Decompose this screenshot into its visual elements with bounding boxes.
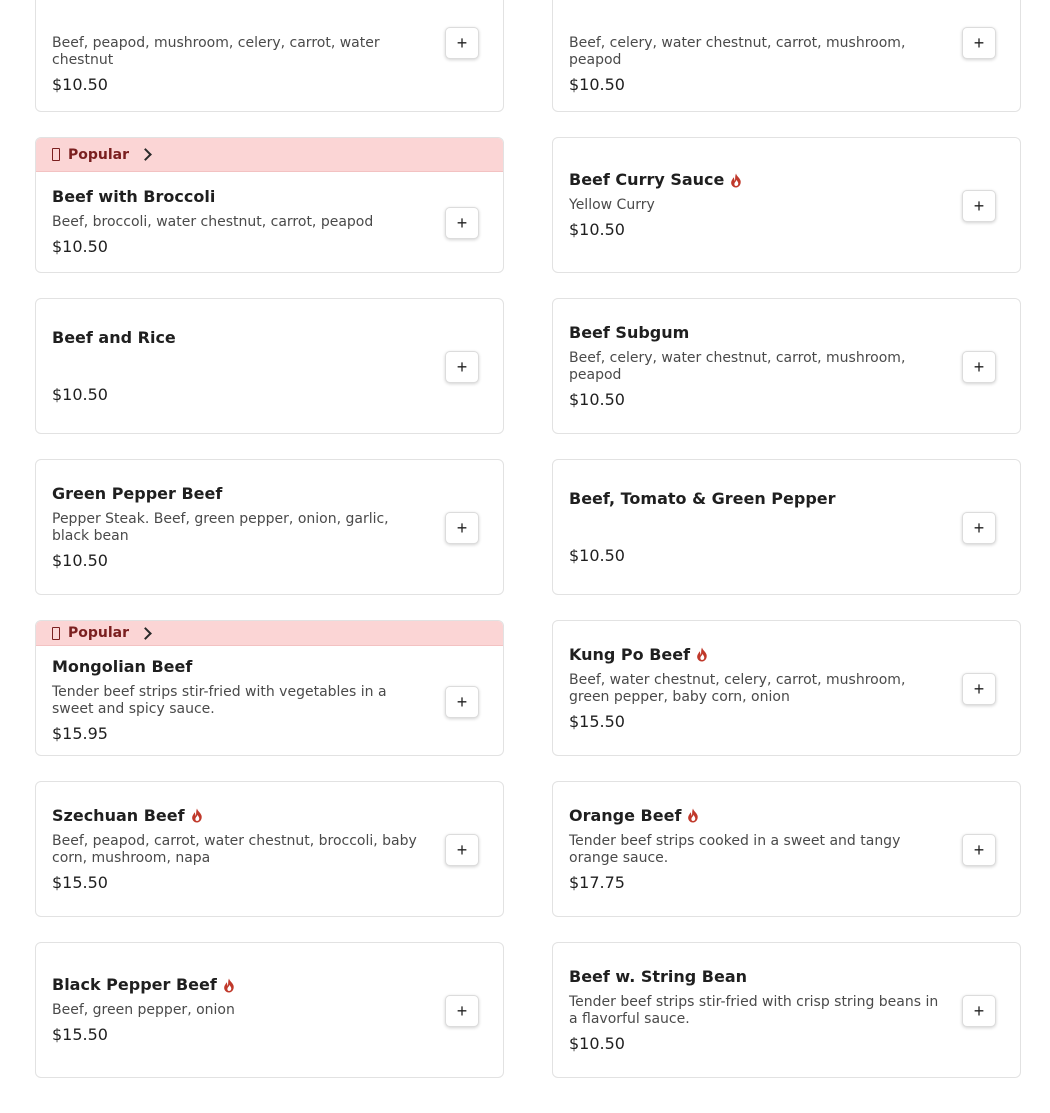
- menu-item-description: Beef, water chestnut, celery, carrot, mushroom, green pepper, baby corn, onion: [569, 671, 906, 705]
- menu-item-body: [36, 299, 503, 433]
- menu-item-title: Beef Curry Sauce: [569, 170, 725, 189]
- menu-item-description: Tender beef strips stir-fried with vegetables in a sweet and spicy sauce.: [52, 684, 387, 717]
- add-item-button[interactable]: +: [962, 834, 996, 866]
- menu-item-title: Kung Po Beef: [569, 644, 691, 664]
- add-item-button[interactable]: +: [445, 207, 479, 239]
- menu-item-title: Green Pepper Beef: [52, 483, 223, 503]
- menu-item-body: [553, 138, 1020, 272]
- flame-icon: [730, 173, 742, 188]
- menu-item-description: Beef, green pepper, onion: [52, 1002, 235, 1018]
- popular-label: Popular: [68, 146, 130, 163]
- flame-icon: [223, 978, 235, 993]
- add-item-button[interactable]: +: [445, 27, 479, 59]
- menu-item-name: [569, 489, 940, 509]
- menu-item-body: [553, 460, 1020, 594]
- menu-item-description: Beef, celery, water chestnut, carrot, mushroom, peapod: [569, 35, 906, 68]
- menu-item-name: [52, 806, 423, 826]
- menu-item-card[interactable]: [552, 620, 1021, 756]
- popular-label: Popular: [68, 625, 130, 641]
- menu-item-body: [553, 0, 1020, 111]
- popular-banner[interactable]: [36, 621, 503, 646]
- menu-item-card[interactable]: [35, 298, 504, 434]
- menu-item-body: [553, 943, 1020, 1077]
- menu-item-price: $10.50: [52, 75, 108, 94]
- chevron-right-icon: [139, 627, 152, 640]
- menu-item-description: [52, 355, 423, 379]
- add-item-button[interactable]: +: [962, 995, 996, 1027]
- flame-icon: [696, 647, 708, 662]
- menu-item-title: Beef with Broccoli: [52, 187, 216, 206]
- menu-item-card[interactable]: [35, 459, 504, 595]
- menu-item-card[interactable]: [552, 781, 1021, 917]
- menu-item-description: Beef, peapod, carrot, water chestnut, broccoli, baby corn, mushroom, napa: [52, 832, 417, 866]
- menu-item-description: Yellow Curry: [569, 197, 655, 213]
- menu-item-card[interactable]: [552, 942, 1021, 1078]
- menu-item-name: [569, 967, 940, 987]
- add-item-button[interactable]: +: [962, 512, 996, 544]
- add-item-button[interactable]: +: [962, 27, 996, 59]
- menu-item-name: [52, 328, 423, 348]
- add-item-button[interactable]: +: [962, 351, 996, 383]
- menu-item-price: $15.50: [569, 711, 625, 731]
- menu-item-title: Black Pepper Beef: [52, 975, 217, 994]
- menu-item-body: [553, 621, 1020, 755]
- menu-item-price: $10.50: [569, 1033, 625, 1053]
- menu-item-title: Szechuan Beef: [52, 805, 185, 825]
- menu-item-description: Tender beef strips stir-fried with crisp string beans in a flavorful sauce.: [569, 993, 939, 1027]
- menu-grid: [35, 0, 1021, 1078]
- flame-icon: [687, 808, 699, 823]
- menu-item-description: Beef, celery, water chestnut, carrot, mushroom, peapod: [569, 349, 906, 383]
- menu-item-price: $10.50: [569, 75, 625, 94]
- menu-item-card[interactable]: [35, 137, 504, 273]
- menu-item-price: $10.50: [569, 389, 625, 409]
- menu-item-card[interactable]: [35, 0, 504, 112]
- flame-icon: [191, 808, 203, 823]
- menu-item-title: Orange Beef: [569, 805, 682, 825]
- menu-item-body: [36, 172, 503, 272]
- menu-item-body: [36, 0, 503, 111]
- menu-item-name: [52, 187, 423, 207]
- menu-item-title: Beef Subgum: [569, 322, 690, 342]
- menu-item-price: $15.95: [52, 724, 108, 743]
- menu-item-name: [52, 975, 423, 995]
- menu-item-title: Beef and Rice: [52, 327, 176, 347]
- menu-item-name: [569, 323, 940, 343]
- menu-item-price: $10.50: [52, 550, 108, 570]
- add-item-button[interactable]: +: [445, 512, 479, 544]
- menu-item-body: [36, 460, 503, 594]
- menu-item-name: [569, 806, 940, 826]
- menu-item-body: [553, 782, 1020, 916]
- menu-item-card[interactable]: [552, 298, 1021, 434]
- menu-item-body: [36, 646, 503, 755]
- menu-item-card[interactable]: [552, 459, 1021, 595]
- menu-item-price: $10.50: [52, 384, 108, 404]
- menu-item-body: [553, 299, 1020, 433]
- menu-item-description: Beef, broccoli, water chestnut, carrot, peapod: [52, 214, 374, 230]
- menu-item-title: Beef, Tomato & Green Pepper: [569, 488, 836, 508]
- chevron-right-icon: [139, 148, 152, 161]
- menu-item-price: $10.50: [569, 545, 625, 565]
- menu-item-body: [36, 782, 503, 916]
- menu-item-description: Beef, peapod, mushroom, celery, carrot, water chestnut: [52, 35, 380, 68]
- popular-icon: [52, 627, 60, 640]
- menu-item-title: Mongolian Beef: [52, 657, 193, 676]
- menu-item-card[interactable]: [35, 942, 504, 1078]
- add-item-button[interactable]: +: [962, 190, 996, 222]
- menu-item-card[interactable]: [552, 0, 1021, 112]
- popular-icon: [52, 148, 60, 161]
- menu-item-price: $10.50: [569, 220, 625, 239]
- menu-item-description: [569, 516, 940, 540]
- menu-item-title: Beef w. String Bean: [569, 966, 748, 986]
- menu-item-description: Tender beef strips cooked in a sweet and tangy orange sauce.: [569, 832, 901, 866]
- add-item-button[interactable]: +: [445, 995, 479, 1027]
- menu-item-card[interactable]: [35, 781, 504, 917]
- menu-item-price: $17.75: [569, 872, 625, 892]
- menu-item-body: [36, 943, 503, 1077]
- menu-item-card[interactable]: [552, 137, 1021, 273]
- menu-item-card[interactable]: [35, 620, 504, 756]
- menu-item-name: [52, 484, 423, 504]
- popular-banner[interactable]: [36, 138, 503, 172]
- add-item-button[interactable]: +: [445, 351, 479, 383]
- menu-item-name: [569, 170, 940, 190]
- add-item-button[interactable]: +: [445, 686, 479, 718]
- add-item-button[interactable]: +: [445, 834, 479, 866]
- add-item-button[interactable]: +: [962, 673, 996, 705]
- menu-item-price: $15.50: [52, 872, 108, 892]
- menu-item-price: $10.50: [52, 237, 108, 256]
- menu-item-description: Pepper Steak. Beef, green pepper, onion, garlic, black bean: [52, 510, 389, 544]
- menu-item-name: [569, 645, 940, 665]
- menu-item-name: [52, 657, 423, 677]
- menu-item-price: $15.50: [52, 1025, 108, 1044]
